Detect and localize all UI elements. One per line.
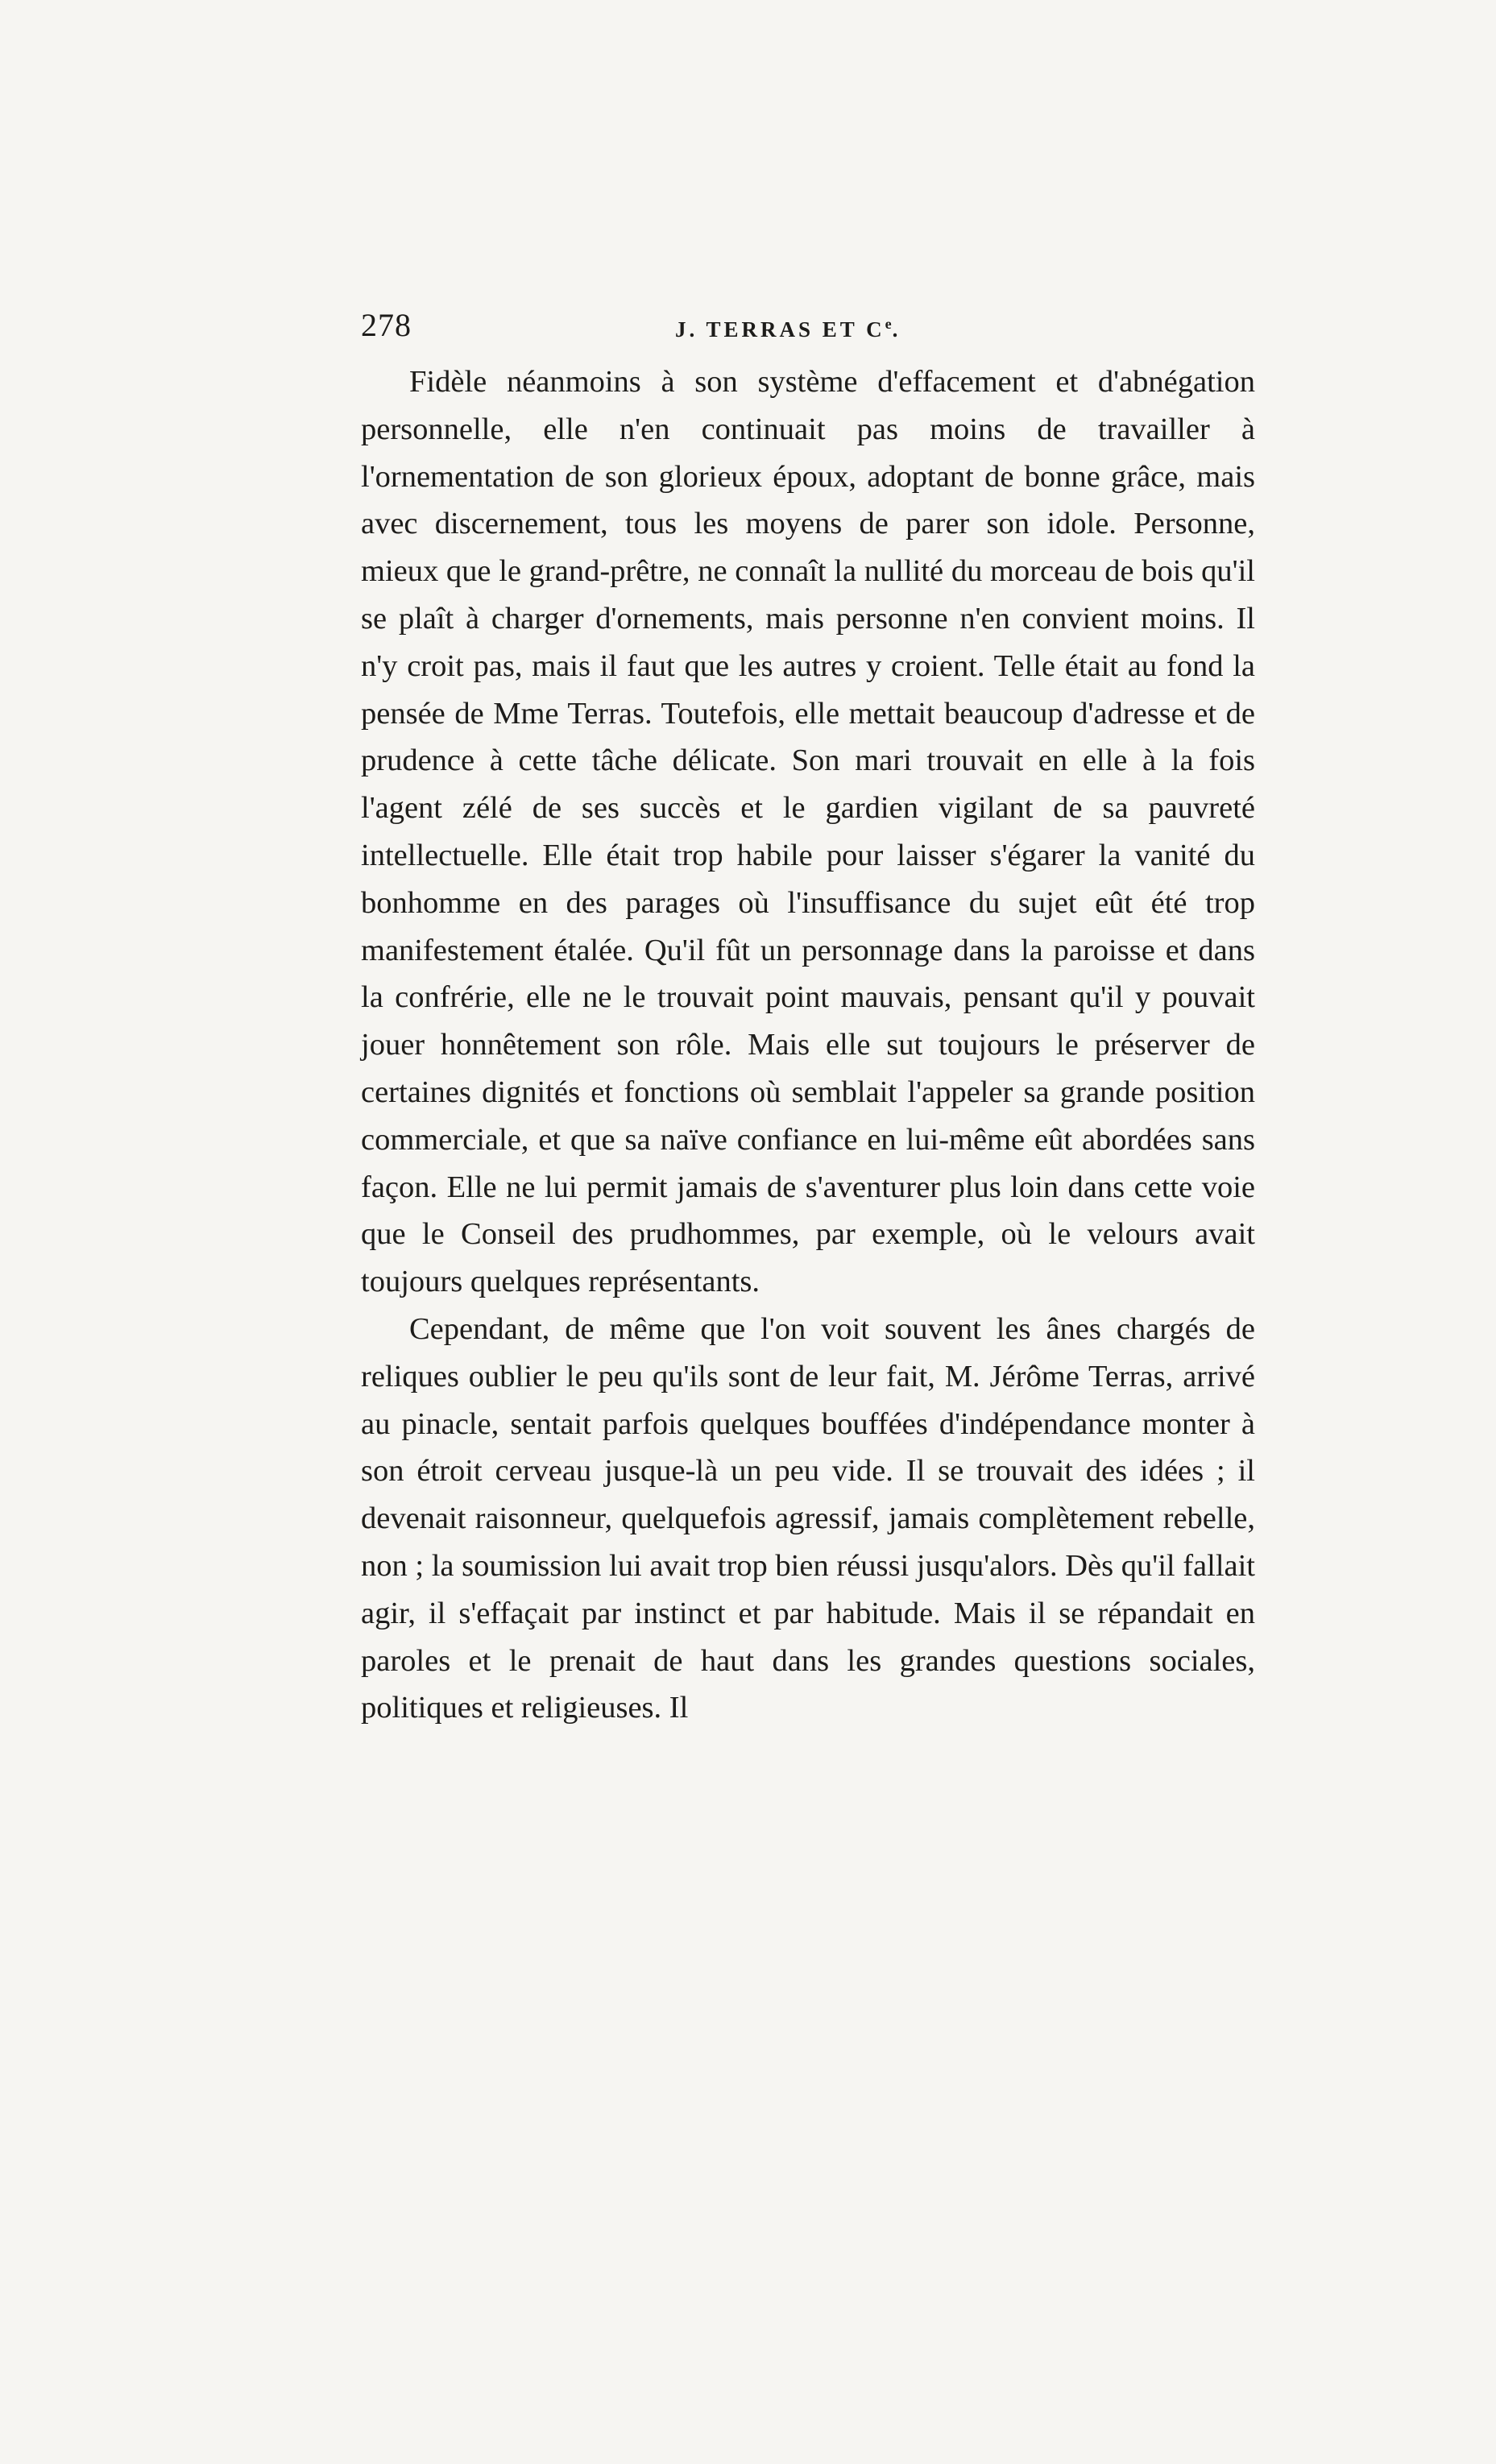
paragraph-1: Fidèle néanmoins à son système d'effacement et d'abnégation personnelle, elle n'en continuait pas moins de travailler à l'ornementation de son glorieux époux, adoptant de bonne grâce, mais avec discernement, tous les moyens de parer son idole. Personne, mieux que le grand-prêtre, ne connaît la nullité du morceau de bois qu'il se plaît à charger d'ornements, mais personne n'en convient moins. Il n'y croit pas, mais il faut que les autres y croient. Telle était au fond la pensée de Mme Terras. Toutefois, elle mettait beaucoup d'adresse et de prudence à cette tâche délicate. Son mari trouvait en elle à la fois l'agent zélé de ses succès et le gardien vigilant de sa pauvreté intellectuelle. Elle était trop habile pour laisser s'égarer la vanité du bonhomme en des parages où l'insuffisance du sujet eût été trop manifestement étalée. Qu'il fût un personnage dans la paroisse et dans la confrérie, elle ne le trouvait point mauvais, pensant qu'il y pouvait jouer honnêtement son rôle. Mais elle sut toujours le préserver de certaines dignités et fonctions où semblait l'appeler sa grande position commerciale, et que sa naïve confiance en lui-même eût abordées sans façon. Elle ne lui permit jamais de s'aventurer plus loin dans cette voie que le Conseil des prudhommes, par exemple, où le velours avait toujours quelques représentants. <box>361 365 1255 1299</box>
running-title-period: . <box>892 317 901 342</box>
page-header <box>361 306 1255 354</box>
running-title-text: J. TERRAS ET C <box>675 317 885 342</box>
body-text <box>361 358 1255 1732</box>
paragraph-2: Cependant, de même que l'on voit souvent les ânes chargés de reliques oublier le peu qu'ils sont de leur fait, M. Jérôme Terras, arrivé au pinacle, sentait parfois quelques bouffées d'indépendance monter à son étroit cerveau jusque-là un peu vide. Il se trouvait des idées ; il devenait raisonneur, quelquefois agressif, jamais complètement rebelle, non ; la soumission lui avait trop bien réussi jusqu'alors. Dès qu'il fallait agir, il s'effaçait par instinct et par habitude. Mais il se répandait en paroles et le prenait de haut dans les grandes questions sociales, politiques et religieuses. Il <box>361 1311 1255 1725</box>
page-number: 278 <box>361 307 412 343</box>
running-title <box>675 316 901 342</box>
running-title-superscript: e <box>885 316 893 332</box>
